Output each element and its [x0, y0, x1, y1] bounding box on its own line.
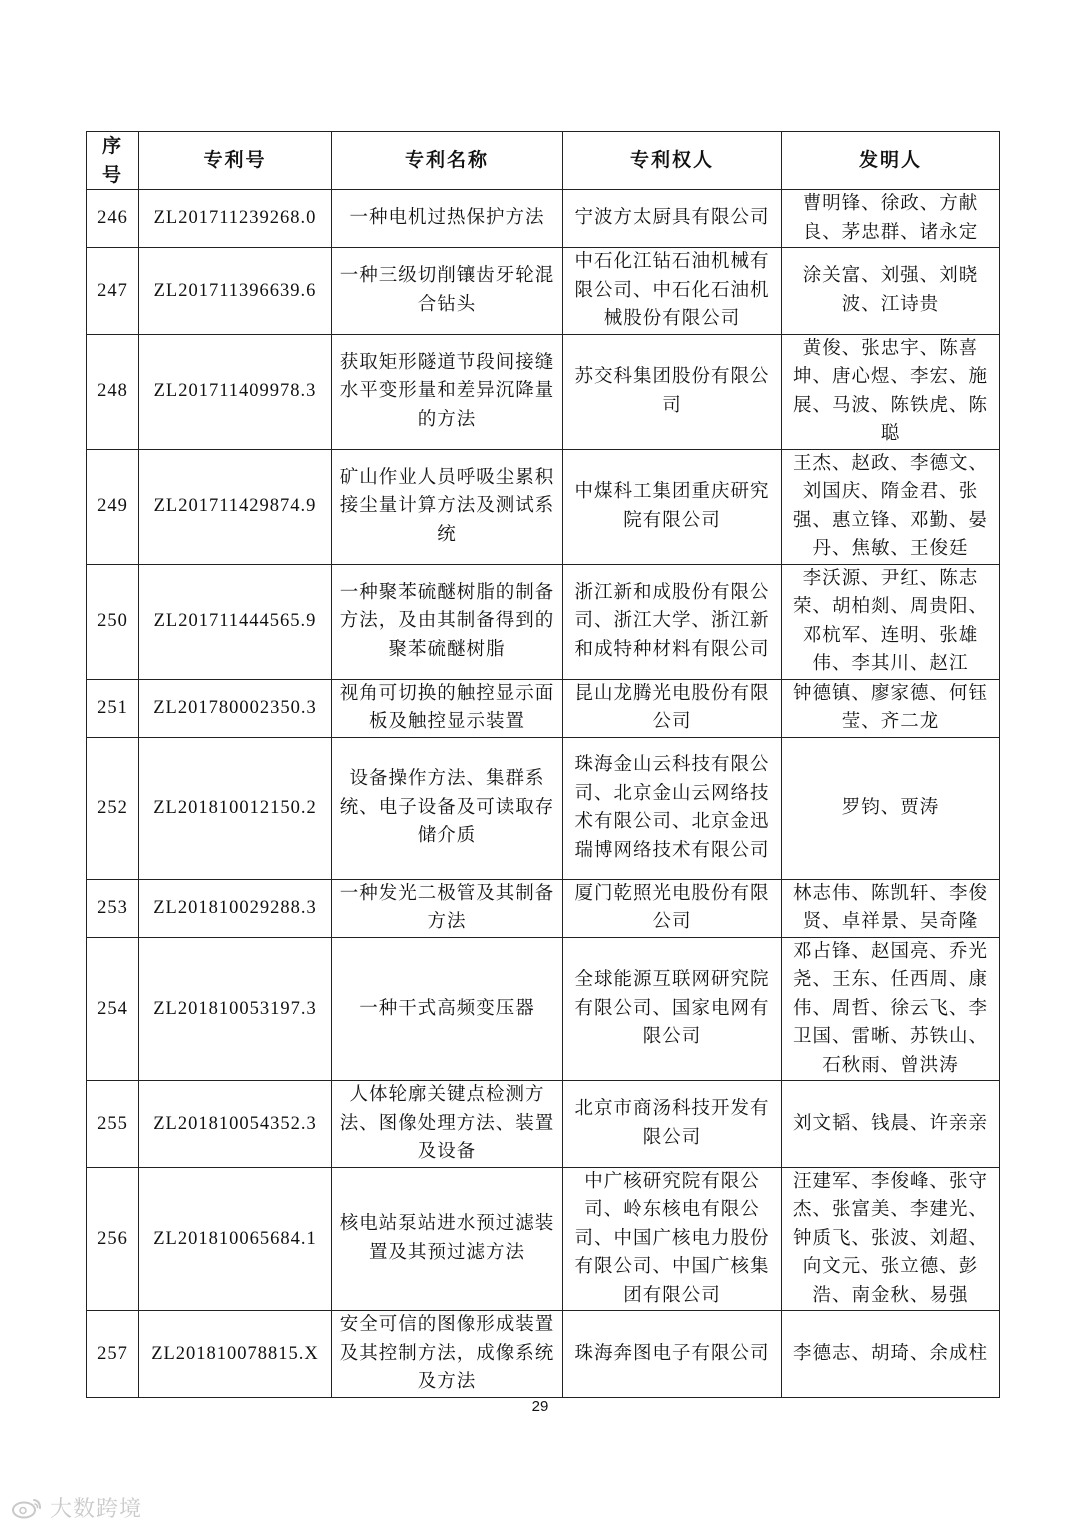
- row-patent-name: 一种三级切削镶齿牙轮混合钻头: [332, 248, 563, 335]
- row-owner: 全球能源互联网研究院有限公司、国家电网有限公司: [563, 937, 782, 1081]
- table-row: [87, 1081, 1000, 1168]
- row-num: 248: [87, 334, 139, 449]
- row-owner: 珠海金山云科技有限公司、北京金山云网络技术有限公司、北京金迅瑞博网络技术有限公司: [563, 737, 782, 879]
- row-patent-no: ZL201810053197.3: [139, 937, 332, 1081]
- row-num: 249: [87, 449, 139, 564]
- row-inventors: 汪建军、李俊峰、张守杰、张富美、李建光、钟质飞、张波、刘超、向文元、张立德、彭浩、南金秋、易强: [782, 1167, 1000, 1311]
- row-patent-no: ZL201711409978.3: [139, 334, 332, 449]
- row-inventors: 邓占锋、赵国亮、乔光尧、王东、任西周、康伟、周哲、徐云飞、李卫国、雷晰、苏铁山、石秋雨、曾洪涛: [782, 937, 1000, 1081]
- row-patent-name: 获取矩形隧道节段间接缝水平变形量和差异沉降量的方法: [332, 334, 563, 449]
- table-row: [87, 564, 1000, 679]
- row-owner: 昆山龙腾光电股份有限公司: [563, 679, 782, 737]
- table-row: [87, 248, 1000, 335]
- watermark-text: 大数跨境: [50, 1497, 143, 1522]
- row-patent-name: 一种干式高频变压器: [332, 937, 563, 1081]
- row-patent-name: 矿山作业人员呼吸尘累积接尘量计算方法及测试系统: [332, 449, 563, 564]
- table-row: [87, 449, 1000, 564]
- row-owner: 中广核研究院有限公司、岭东核电有限公司、中国广核电力股份有限公司、中国广核集团有限公司: [563, 1167, 782, 1311]
- row-num: 253: [87, 879, 139, 937]
- row-num: 257: [87, 1311, 139, 1398]
- row-owner: 浙江新和成股份有限公司、浙江大学、浙江新和成特种材料有限公司: [563, 564, 782, 679]
- row-owner: 中煤科工集团重庆研究院有限公司: [563, 449, 782, 564]
- header-patent-no: 专利号: [139, 132, 332, 190]
- weibo-logo-icon: [10, 1497, 46, 1519]
- patent-table: [86, 131, 1000, 1398]
- row-patent-name: 人体轮廓关键点检测方法、图像处理方法、装置及设备: [332, 1081, 563, 1168]
- row-patent-name: 一种聚苯硫醚树脂的制备方法，及由其制备得到的聚苯硫醚树脂: [332, 564, 563, 679]
- row-inventors: 林志伟、陈凯轩、李俊贤、卓祥景、吴奇隆: [782, 879, 1000, 937]
- row-owner: 珠海奔图电子有限公司: [563, 1311, 782, 1398]
- row-inventors: 黄俊、张忠宇、陈喜坤、唐心煜、李宏、施展、马波、陈铁虎、陈聪: [782, 334, 1000, 449]
- row-patent-no: ZL201780002350.3: [139, 679, 332, 737]
- row-patent-no: ZL201810065684.1: [139, 1167, 332, 1311]
- row-num: 251: [87, 679, 139, 737]
- row-num: 252: [87, 737, 139, 879]
- row-patent-name: 视角可切换的触控显示面板及触控显示装置: [332, 679, 563, 737]
- row-owner: 厦门乾照光电股份有限公司: [563, 879, 782, 937]
- row-inventors: 李沃源、尹红、陈志荣、胡柏剡、周贵阳、邓杭军、连明、张雄伟、李其川、赵江: [782, 564, 1000, 679]
- row-patent-no: ZL201711444565.9: [139, 564, 332, 679]
- row-num: 256: [87, 1167, 139, 1311]
- row-patent-no: ZL201711396639.6: [139, 248, 332, 335]
- row-patent-no: ZL201711429874.9: [139, 449, 332, 564]
- row-inventors: 李德志、胡琦、余成柱: [782, 1311, 1000, 1398]
- row-inventors: 刘文韬、钱晨、许亲亲: [782, 1081, 1000, 1168]
- table-row: [87, 190, 1000, 248]
- row-patent-no: ZL201810012150.2: [139, 737, 332, 879]
- row-patent-name: 核电站泵站进水预过滤装置及其预过滤方法: [332, 1167, 563, 1311]
- page-number: 29: [531, 1398, 549, 1415]
- row-patent-name: 安全可信的图像形成装置及其控制方法，成像系统及方法: [332, 1311, 563, 1398]
- row-owner: 苏交科集团股份有限公司: [563, 334, 782, 449]
- row-num: 255: [87, 1081, 139, 1168]
- table-row: [87, 679, 1000, 737]
- header-patent-name: 专利名称: [332, 132, 563, 190]
- row-inventors: 罗钧、贾涛: [782, 737, 1000, 879]
- row-num: 250: [87, 564, 139, 679]
- table-row: [87, 1311, 1000, 1398]
- row-owner: 北京市商汤科技开发有限公司: [563, 1081, 782, 1168]
- table-row: [87, 737, 1000, 879]
- row-patent-no: ZL201711239268.0: [139, 190, 332, 248]
- row-num: 246: [87, 190, 139, 248]
- row-patent-name: 一种发光二极管及其制备方法: [332, 879, 563, 937]
- row-patent-name: 设备操作方法、集群系统、电子设备及可读取存储介质: [332, 737, 563, 879]
- table-header-row: [87, 132, 1000, 190]
- row-inventors: 曹明锋、徐政、方献良、茅忠群、诸永定: [782, 190, 1000, 248]
- table-row: [87, 937, 1000, 1081]
- header-owner: 专利权人: [563, 132, 782, 190]
- row-num: 254: [87, 937, 139, 1081]
- table-row: [87, 1167, 1000, 1311]
- row-patent-no: ZL201810029288.3: [139, 879, 332, 937]
- row-owner: 中石化江钻石油机械有限公司、中石化石油机械股份有限公司: [563, 248, 782, 335]
- row-inventors: 涂关富、刘强、刘晓波、江诗贵: [782, 248, 1000, 335]
- row-num: 247: [87, 248, 139, 335]
- table-row: [87, 879, 1000, 937]
- row-patent-name: 一种电机过热保护方法: [332, 190, 563, 248]
- header-seq: 序号: [87, 132, 139, 190]
- row-inventors: 王杰、赵政、李德文、刘国庆、隋金君、张强、惠立锋、邓勤、晏丹、焦敏、王俊廷: [782, 449, 1000, 564]
- row-patent-no: ZL201810054352.3: [139, 1081, 332, 1168]
- row-owner: 宁波方太厨具有限公司: [563, 190, 782, 248]
- table-row: [87, 334, 1000, 449]
- header-inventors: 发明人: [782, 132, 1000, 190]
- row-inventors: 钟德镇、廖家德、何钰莹、齐二龙: [782, 679, 1000, 737]
- watermark: [10, 1492, 142, 1523]
- row-patent-no: ZL201810078815.X: [139, 1311, 332, 1398]
